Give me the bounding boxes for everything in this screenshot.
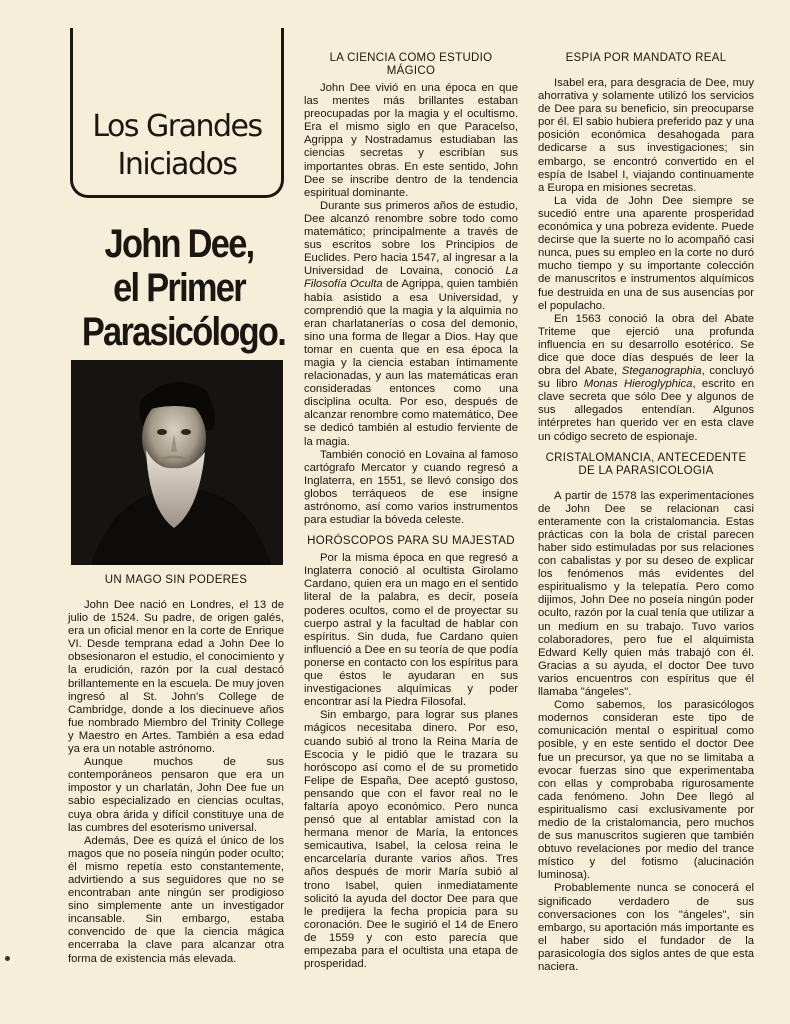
portrait-photo (71, 360, 283, 565)
headline-line: John Dee, (104, 222, 254, 266)
section-heading: LA CIENCIA COMO ESTUDIO MÁGICO (329, 52, 493, 77)
section-heading: CRISTALOMANCIA, ANTECEDENTE DE LA PARASICOLOGIA (545, 451, 747, 477)
series-box (70, 28, 284, 198)
paragraph (538, 313, 754, 444)
series-title (73, 108, 281, 184)
paragraph: A partir de 1578 las experimentaciones de John Dee se relacionan casi enteramente con la cristalomancia. Estas prácticas con la bola de cristal parecen haber sido estimuladas por sus relaciones con cabalistas y por su deseo de explicar los fenómenos más evidentes del espiritualismo y la telepatía. Pero como dijimos, John Dee no poseía ningún poder oculto, razón por la cual tenía que utilizar a un medium en su trabajo. Tuvo varios colaboradores, pero fue el alquimista Edward Kelly quien más trabajó con él. Gracias a su ayuda, el doctor Dee tuvo varios encuentros con espíritus que él llamaba "ángeles". (538, 489, 754, 699)
column-2 (304, 52, 518, 971)
paragraph: John Dee vivió en una época en que las mentes más brillantes estaban preocupadas por la magia y el ocultismo. Era el mismo siglo en que Paracelso, Agrippa y Nostradamus estudiaban las ciencias secretas y escribían sus importantes obras. En este sentido, John Dee se inscribe dentro de la tendencia espiritual dominante. (304, 82, 518, 199)
book-title: La Filosofía Oculta (304, 265, 518, 291)
paragraph-text: , escrito en clave secreta que sólo Dee y algunos de sus allegados entendían. Algunos intérpretes han querido ver en esta clave un código secreto de espionaje. (538, 378, 754, 443)
article-headline (81, 222, 286, 354)
paragraph-text: , concluyó su libro (538, 365, 754, 391)
book-title: Monas Hieroglyphica (583, 378, 693, 391)
paragraph-text: de Agrippa, quien también había asistido a esa Universidad, y comprendió que la magia y la alquimia no eran charlatanerías o cosa del demonio, sino una forma de llegar a Dios. Hay que tomar en cuenta que en esa época la magia y la ciencia estaban íntimamente relacionadas, y aun las matemáticas eran consideradas entonces como una disciplina oculta. Por eso, después de alcanzar renombre como matemático, Dee se dedicó también al estudio ferviente de la magia. (304, 278, 519, 448)
paragraph (304, 200, 518, 449)
series-title-line: Iniciados (117, 147, 237, 182)
paragraph: John Dee nació en Londres, el 13 de julio de 1524. Su padre, de origen galés, era un oficial menor en la corte de Enrique VI. Desde temprana edad a John Dee lo obsesionaron el estudio, el conocimiento y la erudición, razón por la cual destacó brillantemente en la escuela. De muy joven ingresó al St. John's College de Cambridge, donde a los diecinueve años fue nombrado Miembro del Trinity College y Maestro en Artes. También a esa edad ya era un notable astrónomo. (68, 599, 285, 756)
paragraph-text: En 1563 conoció la obra del Abate Triteme que ejerció una profunda influencia en su desarrollo esotérico. Se dice que doce días después de leer la obra del Abate, (538, 312, 754, 378)
paragraph: Como sabemos, los parasicólogos modernos consideran este tipo de comunicación mental o espiritual como posible, y en este sentido el doctor Dee fue un precursor, ya que no se limitaba a evocar fuerzas sino que experimentaba con ellas y comprobaba rigurosamente cada fenómeno. John Dee llegó al espiritualismo casi exclusivamente por medio de la cristalomancia, pero muchos de sus manuscritos sugieren que también obtuvo revelaciones por medio del trance místico y del fotismo (alucinación luminosa). (538, 699, 754, 882)
scan-dot (5, 956, 10, 961)
section-heading: HORÓSCOPOS PARA SU MAJESTAD (307, 535, 515, 548)
book-title: Steganographia (621, 365, 702, 378)
column-3 (538, 52, 754, 974)
paragraph: Sin embargo, para lograr sus planes mágicos necesitaba dinero. Por eso, cuando subió al trono la Reina María de Escocia y le pidió que le trazara su horóscopo así como el de su prometido Felipe de España, Dee aceptó gustoso, pensando que con el favor real no le faltaría apoyo económico. Pero nunca pensó que al entablar amistad con la hermana menor de María, la entonces semicautiva, Isabel, la celosa reina le encarcelaría durante varios años. Tres años después de morir María subió al trono Isabel, quien inmediatamente solicitó la ayuda del doctor Dee para que le predijera la fecha propicia para su coronación. Dee le sugirió el 14 de Enero de 1559 y con esto parecía que empezaba para el ocultista una etapa de prosperidad. (304, 709, 518, 971)
headline-line: el Primer (113, 266, 245, 310)
headline-line: Parasicólogo. (81, 310, 286, 354)
paragraph: Además, Dee es quizá el único de los magos que no poseía ningún poder oculto; él mismo repetía esto constantemente, advirtiendo a sus seguidores que no se encontraban ante ningún ser prodigioso sino simplemente ante un investigador incansable. Sin embargo, estaba convencido de que la ciencia mágica encerraba la clave para alcanzar otra forma de existencia más elevada. (68, 834, 284, 965)
paragraph: La vida de John Dee siempre se sucedió entre una aparente prosperidad económica y una pobreza evidente. Puede decirse que la suerte no lo acompañó casi nunca, pues su empleo en la corte no duró mucho tiempo y su importante colección de manuscritos e instrumentos alquímicos fue destruida en una de sus ausencias por el populacho. (538, 194, 754, 312)
paragraph: Por la misma época en que regresó a Inglaterra conoció al ocultista Girolamo Cardano, quien era un mago en el sentido literal de la palabra, es decir, poseía poderes ocultos, como el de proyectar su cuerpo astral y la facultad de hablar con espíritus. Sin duda, fue Cardano quien influenció a Dee en su teoría de que podía ponerse en contacto con los espíritus para que éstos le ayudaran en sus investigaciones alquímicas y poder encontrar así la Piedra Filosofal. (304, 552, 518, 709)
column-1 (68, 574, 284, 966)
section-heading: ESPIA POR MANDATO REAL (565, 52, 727, 64)
section-heading: UN MAGO SIN PODERES (104, 574, 248, 586)
paragraph: Isabel era, para desgracia de Dee, muy ahorrativa y solamente utilizó los servicios de Dee para su beneficio, sin preocuparse por él. El sabio hubiera preferido paz y una posición económica desahogada para dedicarse a sus investigaciones; sin embargo, se encontró convertido en el espía de Isabel I, viajando continuamente a Europa en misiones secretas. (538, 77, 754, 194)
paragraph: Aunque muchos de sus contemporáneos pensaron que era un impostor y un charlatán, John Dee fue un sabio especializado en ciencias ocultas, cuya obra árida y difícil constituye una de las cumbres del esoterismo universal. (68, 756, 284, 834)
paragraph-text: Durante sus primeros años de estudio, Dee alcanzó renombre sobre todo como matemático; principalmente a través de sus escritos sobre los Principios de Euclides. Pero hacia 1547, al ingresar a la Universidad de Lovaina, conoció (304, 199, 518, 278)
series-title-line: Los Grandes (92, 109, 262, 144)
paragraph: También conoció en Lovaina al famoso cartógrafo Mercator y cuando regresó a Inglaterra, en 1551, se llevó consigo dos globos terráqueos de ese insigne astrónomo, así como varios instrumentos para estudiar la bóveda celeste. (304, 448, 518, 527)
paragraph: Probablemente nunca se conocerá el significado verdadero de sus conversaciones con los "ángeles", sin embargo, su aportación más importante es el haber sido el fundador de la parasicología dos siglos antes de que esta naciera. (538, 882, 754, 973)
